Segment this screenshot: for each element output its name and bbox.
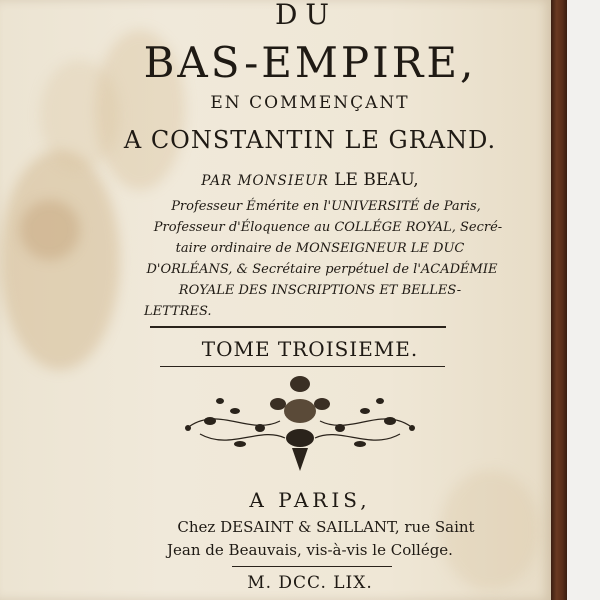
imprint-publisher-line-2: Jean de Beauvais, vis-à-vis le Collége. bbox=[167, 541, 453, 559]
author-line bbox=[0, 168, 586, 193]
divider-rule bbox=[232, 566, 392, 567]
credential-line-3: taire ordinaire de MONSEIGNEUR LE DUC bbox=[175, 241, 465, 256]
floral-ornament-icon bbox=[180, 366, 420, 478]
divider-rule bbox=[150, 326, 446, 328]
credential-line-5: ROYALE DES INSCRIPTIONS ET BELLES- bbox=[178, 283, 462, 298]
title-line-du: DU bbox=[274, 0, 338, 31]
credential-line-6: LETTRES. bbox=[144, 304, 212, 319]
author-prefix: PAR MONSIEUR bbox=[201, 173, 329, 189]
imprint-date: M. DCC. LIX. bbox=[247, 573, 373, 593]
volume-label: TOME TROISIEME. bbox=[201, 337, 419, 361]
credential-line-2: Professeur d'Éloquence au COLLÉGE ROYAL, Secré- bbox=[153, 220, 503, 235]
background bbox=[567, 0, 600, 600]
leather-binding-edge bbox=[551, 0, 567, 600]
title-bas-empire: BAS-EMPIRE, bbox=[143, 38, 477, 87]
imprint-city: A PARIS, bbox=[249, 488, 371, 512]
author-name: LE BEAU, bbox=[334, 170, 419, 190]
title-en-commencant: EN COMMENÇANT bbox=[210, 93, 410, 113]
imprint-publisher-line-1: Chez DESAINT & SAILLANT, rue Saint bbox=[177, 518, 475, 536]
credential-line-1: Professeur Émérite en l'UNIVERSITÉ de Paris, bbox=[171, 199, 481, 214]
title-constantin: A CONSTANTIN LE GRAND. bbox=[123, 126, 497, 154]
credential-line-4: D'ORLÉANS, & Secrétaire perpétuel de l'ACADÉMIE bbox=[146, 262, 498, 277]
